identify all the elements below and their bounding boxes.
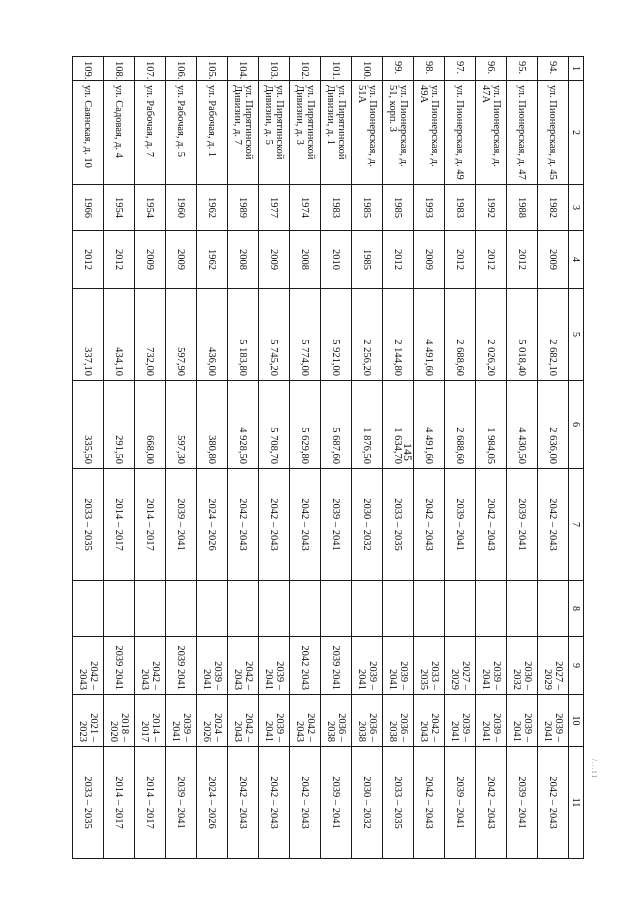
table-cell: 2012 xyxy=(383,231,414,289)
table-cell: 291,50 xyxy=(104,381,135,469)
table-cell: 1954 xyxy=(135,185,166,231)
table-cell: 4 491,60 xyxy=(414,381,445,469)
table-cell: 99. xyxy=(383,57,414,81)
table-cell: 2012 xyxy=(445,231,476,289)
table-cell xyxy=(166,581,197,637)
table-row xyxy=(321,57,352,859)
table-cell xyxy=(507,581,538,637)
table-cell: 1985 xyxy=(383,185,414,231)
table-cell: 2030 – 2032 xyxy=(352,747,383,859)
table-cell: 2039 – 2041 xyxy=(166,695,197,747)
table-cell: 1966 xyxy=(73,185,104,231)
table-cell: 2030 – 2032 xyxy=(507,637,538,695)
column-number: 2 xyxy=(569,81,584,185)
table-cell: 2039 2041 xyxy=(321,637,352,695)
table-cell: 4 491,60 xyxy=(414,289,445,381)
table-cell: 2008 xyxy=(290,231,321,289)
table-cell: 2033 – 2035 xyxy=(414,637,445,695)
table-cell: 101. xyxy=(321,57,352,81)
table-cell: 2039 – 2041 xyxy=(383,637,414,695)
table-cell: 2039 – 2041 xyxy=(321,469,352,581)
table-cell: 2039 – 2041 xyxy=(445,469,476,581)
table-cell: 2033 – 2035 xyxy=(383,747,414,859)
table-cell: 2012 xyxy=(104,231,135,289)
table-cell: 2039 – 2041 xyxy=(507,469,538,581)
table-cell: 597,30 xyxy=(166,381,197,469)
column-number: 8 xyxy=(569,581,584,637)
table-cell: 2039 – 2041 xyxy=(445,747,476,859)
table-row xyxy=(538,57,569,859)
table-cell: ул. Садовая, д. 4 xyxy=(104,81,135,185)
table-cell: 1 984,05 xyxy=(476,381,507,469)
table-cell: 1992 xyxy=(476,185,507,231)
table-cell xyxy=(445,581,476,637)
table-cell: 5 687,60 xyxy=(321,381,352,469)
table-cell xyxy=(104,581,135,637)
table-cell: 2042 – 2043 xyxy=(290,747,321,859)
table-cell: 2027 – 2029 xyxy=(538,637,569,695)
table-cell: 2042 – 2043 xyxy=(476,747,507,859)
table-row xyxy=(290,57,321,859)
table-cell: 2009 xyxy=(538,231,569,289)
table-cell: 597,90 xyxy=(166,289,197,381)
table-cell: 2042 – 2043 xyxy=(259,747,290,859)
table-cell: 2039 – 2041 xyxy=(166,469,197,581)
table-cell: 1974 xyxy=(290,185,321,231)
table-cell: 5 745,20 xyxy=(259,289,290,381)
table-cell: 2042 – 2043 xyxy=(259,469,290,581)
table-cell: 2009 xyxy=(135,231,166,289)
table-cell xyxy=(352,581,383,637)
table-cell: 2039 2041 xyxy=(166,637,197,695)
table-cell: 2036 – 2038 xyxy=(321,695,352,747)
table-cell: 2012 xyxy=(73,231,104,289)
table-cell: 2036 – 2038 xyxy=(383,695,414,747)
table-cell: 5 629,80 xyxy=(290,381,321,469)
table-cell: 2042 – 2043 xyxy=(228,695,259,747)
table-cell: 100. xyxy=(352,57,383,81)
table-cell: ул. Пирятинской Дивизии, д. 1 xyxy=(321,81,352,185)
table-cell xyxy=(135,581,166,637)
table-cell: 380,80 xyxy=(197,381,228,469)
table-cell: ул. Пионерская, д. 47А xyxy=(476,81,507,185)
table-cell: 1983 xyxy=(321,185,352,231)
table-cell: 436,00 xyxy=(197,289,228,381)
table-cell: ул. Пионерская, д. 45 xyxy=(538,81,569,185)
table-row xyxy=(135,57,166,859)
table-cell: 1 876,50 xyxy=(352,381,383,469)
table-row xyxy=(228,57,259,859)
table-cell: 2030 – 2032 xyxy=(352,469,383,581)
table-cell: 5 921,00 xyxy=(321,289,352,381)
column-number: 7 xyxy=(569,469,584,581)
table-cell xyxy=(414,581,445,637)
table-cell xyxy=(73,581,104,637)
table-cell: 2014 – 2017 xyxy=(135,747,166,859)
table-cell: 105. xyxy=(197,57,228,81)
header-row xyxy=(569,57,584,859)
table-cell xyxy=(538,581,569,637)
table-cell: 337,10 xyxy=(73,289,104,381)
table-cell: 2039 – 2041 xyxy=(538,695,569,747)
table-cell xyxy=(476,581,507,637)
table-cell: 107. xyxy=(135,57,166,81)
table-cell: 2039 – 2041 xyxy=(166,747,197,859)
table-cell: 109. xyxy=(73,57,104,81)
table-cell: 2039 – 2041 xyxy=(197,637,228,695)
table-cell: 2009 xyxy=(414,231,445,289)
table-cell: ул. Рабочая, д. 1 xyxy=(197,81,228,185)
table-cell: 1 634,70 xyxy=(383,381,414,469)
table-cell: 98. xyxy=(414,57,445,81)
table-cell xyxy=(290,581,321,637)
table-cell: 2039 – 2041 xyxy=(507,695,538,747)
table-cell: 5 774,00 xyxy=(290,289,321,381)
table-cell: 1960 xyxy=(166,185,197,231)
table-cell: ул. Пирятинской Дивизии, д. 3 xyxy=(290,81,321,185)
table-cell: 2 144,80 xyxy=(383,289,414,381)
table-cell: 2024 – 2026 xyxy=(197,695,228,747)
table-cell xyxy=(321,581,352,637)
table-cell xyxy=(197,581,228,637)
table-cell: 2021 – 2023 xyxy=(73,695,104,747)
table-cell: 732,00 xyxy=(135,289,166,381)
table-cell: 94. xyxy=(538,57,569,81)
table-cell: 2042 – 2043 xyxy=(228,747,259,859)
table-cell: 2039 – 2041 xyxy=(507,747,538,859)
table-cell: 4 928,50 xyxy=(228,381,259,469)
table-cell: ул. Пирятинской Дивизии, д. 5 xyxy=(259,81,290,185)
table-cell: ул. Пионерская, д. 49А xyxy=(414,81,445,185)
table-cell: 2012 xyxy=(476,231,507,289)
table-cell: ул. Пионерская, д. 49 xyxy=(445,81,476,185)
column-number: 9 xyxy=(569,637,584,695)
table-cell: 2042 – 2043 xyxy=(414,747,445,859)
table-cell: 2010 xyxy=(321,231,352,289)
table-cell: 434,10 xyxy=(104,289,135,381)
table-cell: 5 183,80 xyxy=(228,289,259,381)
table-cell: 2009 xyxy=(259,231,290,289)
table-cell: 1989 xyxy=(228,185,259,231)
table-row xyxy=(414,57,445,859)
table-cell: 2027 – 2029 xyxy=(445,637,476,695)
table-cell: 2036 – 2038 xyxy=(352,695,383,747)
table-row xyxy=(445,57,476,859)
table-cell: 1985 xyxy=(352,231,383,289)
table-cell: 2039 – 2041 xyxy=(352,637,383,695)
table-cell: 2009 xyxy=(166,231,197,289)
table-cell: 335,50 xyxy=(73,381,104,469)
table-cell: 4 430,50 xyxy=(507,381,538,469)
column-number: 11 xyxy=(569,747,584,859)
table-cell: 1985 xyxy=(352,185,383,231)
table-cell: 2042 – 2043 xyxy=(414,469,445,581)
table-cell: 2042 – 2043 xyxy=(228,469,259,581)
table-cell: 108. xyxy=(104,57,135,81)
column-number: 3 xyxy=(569,185,584,231)
table-cell: 2042 – 2043 xyxy=(538,747,569,859)
table-cell: 5 018,40 xyxy=(507,289,538,381)
table-row xyxy=(476,57,507,859)
table-cell: 2042 – 2043 xyxy=(228,637,259,695)
column-number: 6 xyxy=(569,381,584,469)
table-cell: 2042 – 2043 xyxy=(73,637,104,695)
table-cell: 2 636,00 xyxy=(538,381,569,469)
table-cell: 1993 xyxy=(414,185,445,231)
column-number: 5 xyxy=(569,289,584,381)
table-cell: ул. Рабочая, д. 7 xyxy=(135,81,166,185)
table-cell: 1983 xyxy=(445,185,476,231)
table-cell: 2014 – 2017 xyxy=(135,469,166,581)
table-row xyxy=(166,57,197,859)
table-cell: 2033 – 2035 xyxy=(383,469,414,581)
table-cell: 2039 – 2041 xyxy=(445,695,476,747)
rotated-table-container xyxy=(77,56,584,858)
table-cell: 1977 xyxy=(259,185,290,231)
table-cell: 2014 – 2017 xyxy=(104,747,135,859)
table-row xyxy=(352,57,383,859)
table-cell: 2024 – 2026 xyxy=(197,469,228,581)
page-number: 145 xyxy=(401,443,415,461)
table-cell: 2033 – 2035 xyxy=(73,469,104,581)
table-cell: 2042 – 2043 xyxy=(290,469,321,581)
table-cell: 102. xyxy=(290,57,321,81)
table-cell: 2 688,60 xyxy=(445,381,476,469)
housing-table xyxy=(72,56,584,859)
table-cell: 97. xyxy=(445,57,476,81)
table-cell: 2 688,60 xyxy=(445,289,476,381)
table-cell: 2033 – 2035 xyxy=(73,747,104,859)
table-cell: 2 682,10 xyxy=(538,289,569,381)
table-cell xyxy=(383,581,414,637)
table-cell: 103. xyxy=(259,57,290,81)
column-number: 1 xyxy=(569,57,584,81)
table-cell: 2039 – 2041 xyxy=(259,637,290,695)
table-cell: ул. Пирятинской Дивизии, д. 7 xyxy=(228,81,259,185)
table-row xyxy=(104,57,135,859)
table-cell: 2042 – 2043 xyxy=(414,695,445,747)
table-cell: 104. xyxy=(228,57,259,81)
table-cell: 668,00 xyxy=(135,381,166,469)
table-row xyxy=(507,57,538,859)
table-row xyxy=(259,57,290,859)
table-cell: 2039 2041 xyxy=(104,637,135,695)
table-cell: 2 026,20 xyxy=(476,289,507,381)
table-cell: ул. Пионерская, д. 47 xyxy=(507,81,538,185)
table-cell: 2014 – 2017 xyxy=(135,695,166,747)
table-cell: 2039 – 2041 xyxy=(476,637,507,695)
table-cell: 1954 xyxy=(104,185,135,231)
table-cell: 2024 – 2026 xyxy=(197,747,228,859)
table-cell: 106. xyxy=(166,57,197,81)
table-cell: 2039 – 2041 xyxy=(321,747,352,859)
table-cell xyxy=(259,581,290,637)
table-cell: ул. Рабочая, д. 5 xyxy=(166,81,197,185)
column-number: 10 xyxy=(569,695,584,747)
table-cell: 1982 xyxy=(538,185,569,231)
table-cell: 1962 xyxy=(197,185,228,231)
table-cell: 2042 2043 xyxy=(290,637,321,695)
table-cell: 2042 – 2043 xyxy=(476,469,507,581)
column-number: 4 xyxy=(569,231,584,289)
table-cell: 95. xyxy=(507,57,538,81)
table-row xyxy=(73,57,104,859)
table-cell: 96. xyxy=(476,57,507,81)
table-cell: 2018 – 2020 xyxy=(104,695,135,747)
table-cell: 2042 – 2043 xyxy=(538,469,569,581)
side-note: /...11 xyxy=(590,759,598,779)
table-cell: ул. Пионерская, д. 51, корп. 3 xyxy=(383,81,414,185)
table-cell: 1962 xyxy=(197,231,228,289)
table-cell: 2039 – 2041 xyxy=(476,695,507,747)
table-cell: 2 256,20 xyxy=(352,289,383,381)
table-cell: 2042 – 2043 xyxy=(135,637,166,695)
table-cell: 2042 – 2043 xyxy=(290,695,321,747)
table-body xyxy=(73,57,584,859)
table-cell xyxy=(228,581,259,637)
table-cell: 2039 – 2041 xyxy=(259,695,290,747)
table-cell: 2012 xyxy=(507,231,538,289)
table-cell: 5 708,70 xyxy=(259,381,290,469)
table-cell: 1988 xyxy=(507,185,538,231)
table-cell: 2014 – 2017 xyxy=(104,469,135,581)
table-row xyxy=(197,57,228,859)
table-cell: 2008 xyxy=(228,231,259,289)
table-cell: ул. Саянская, д. 10 xyxy=(73,81,104,185)
table-row xyxy=(383,57,414,859)
table-cell: ул. Пионерская, д. 51А xyxy=(352,81,383,185)
